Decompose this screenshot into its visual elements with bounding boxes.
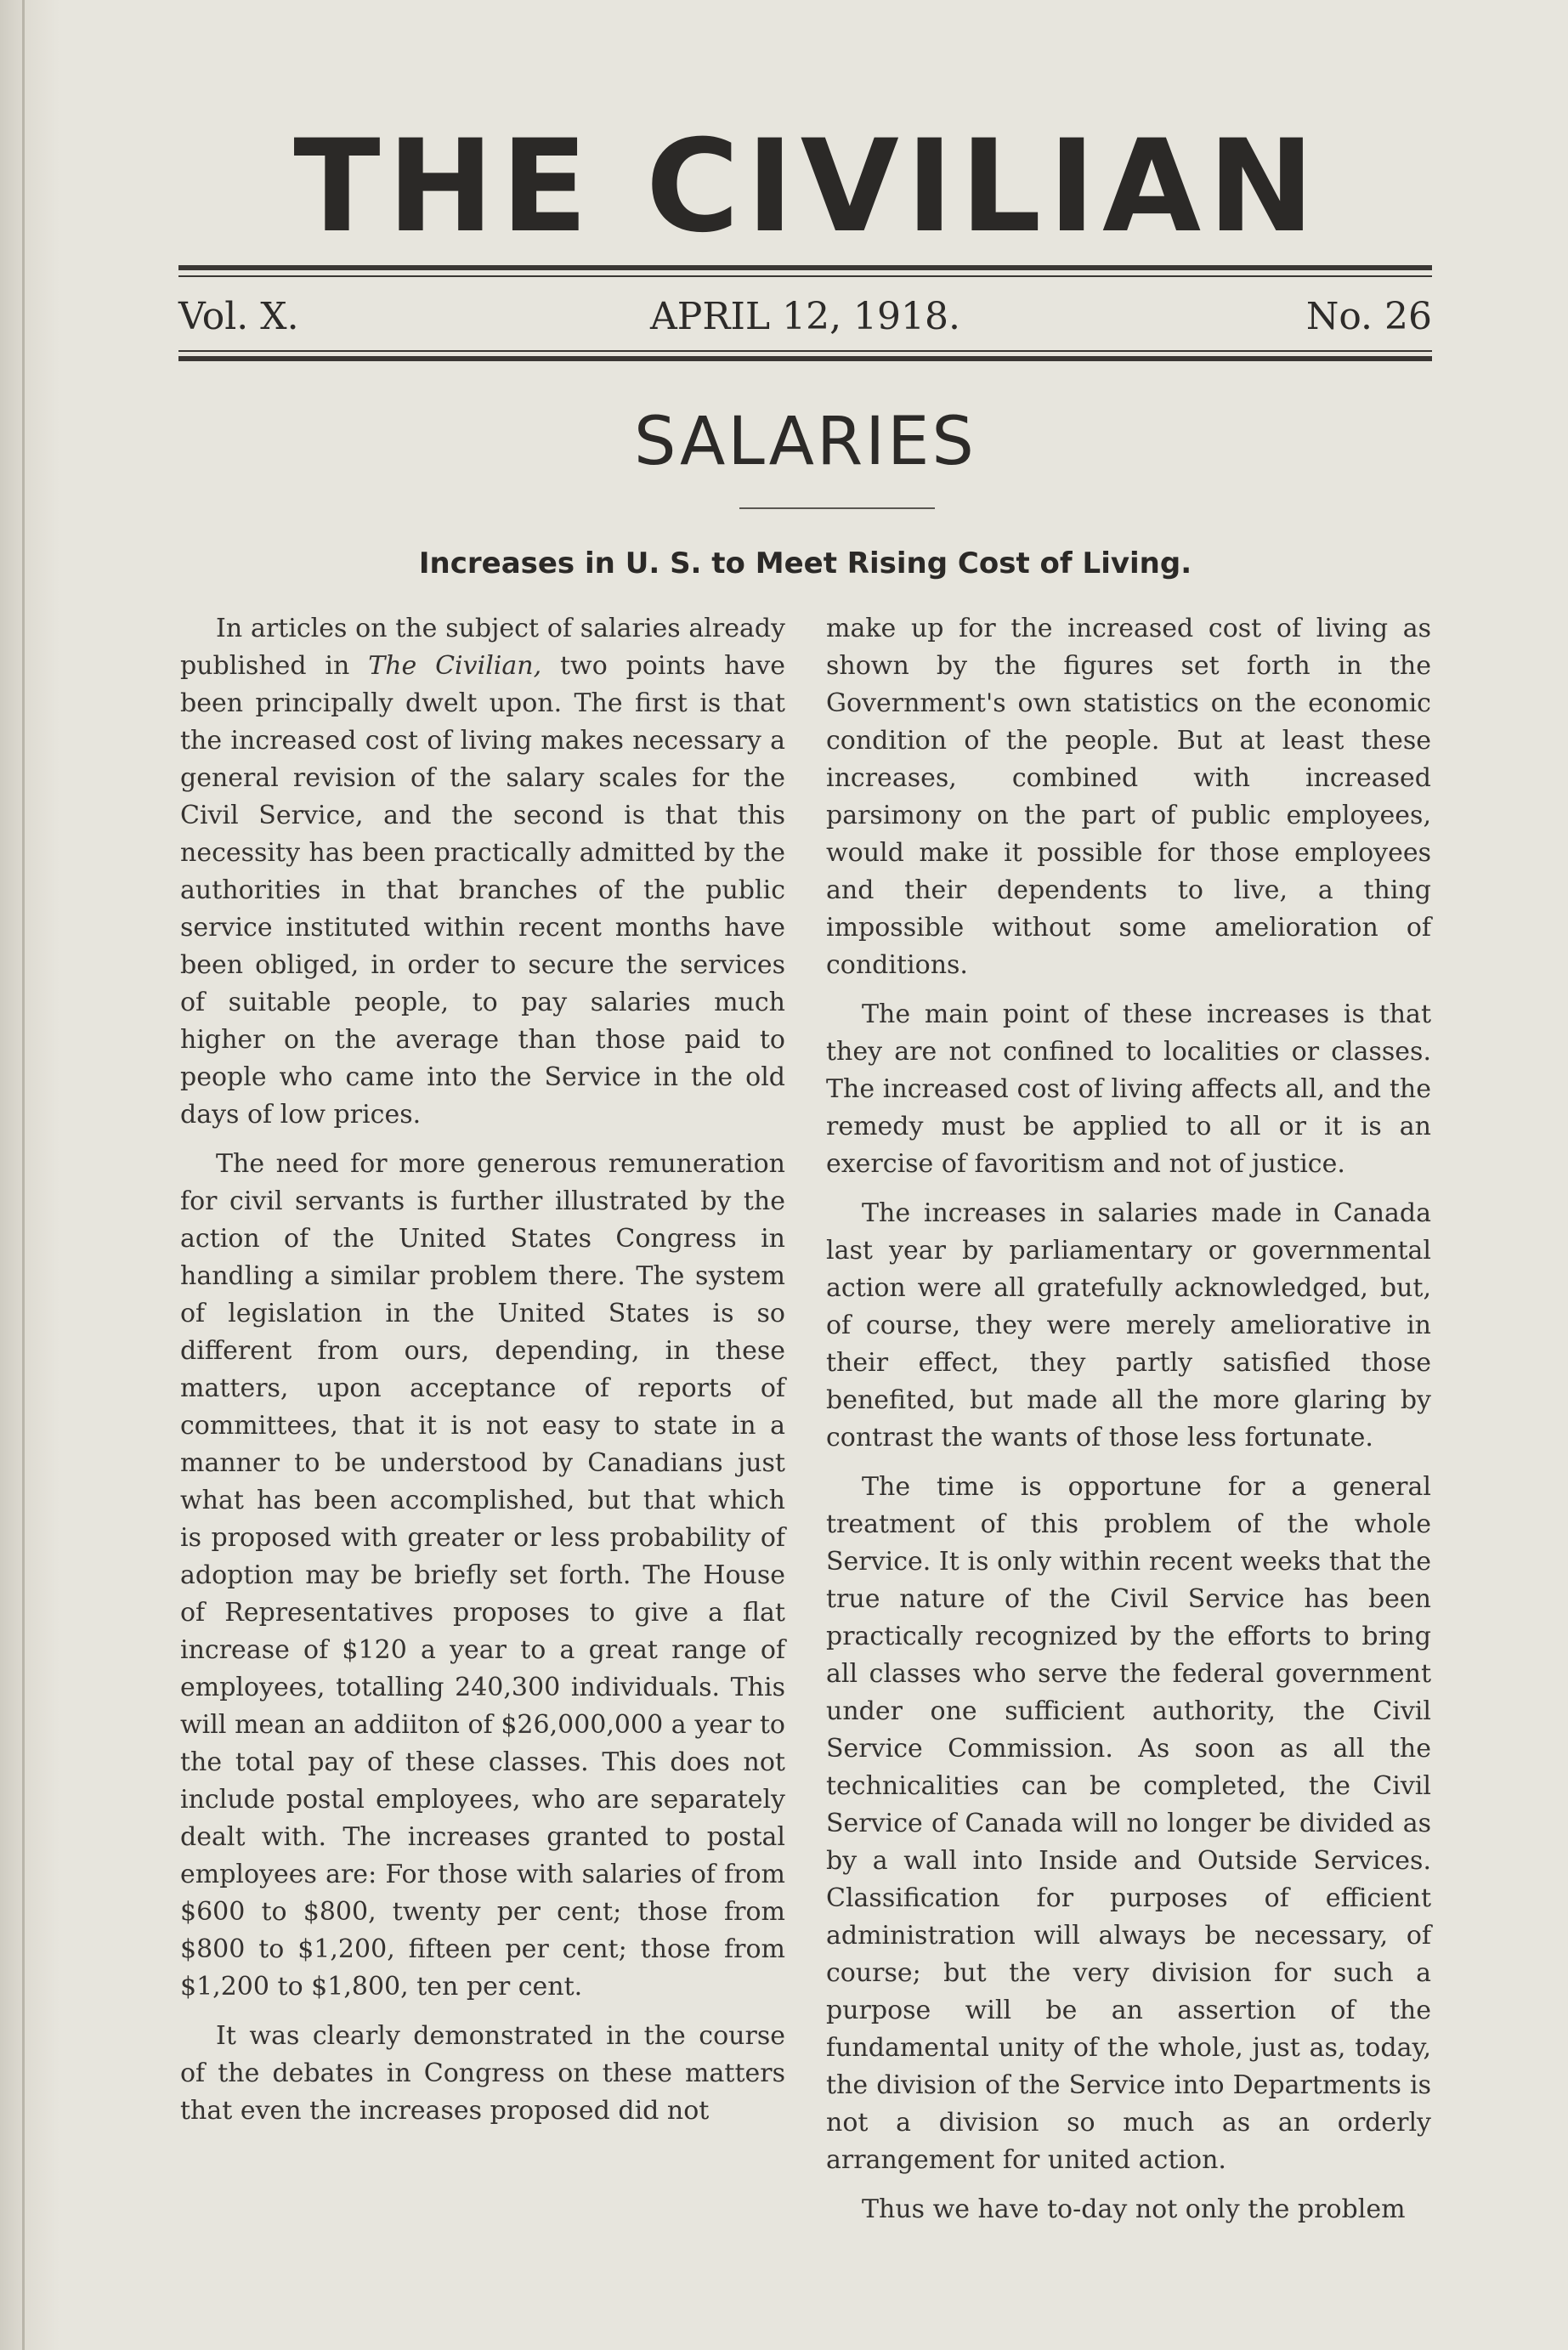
- article-subtitle: Increases in U. S. to Meet Rising Cost of Living.: [418, 546, 1192, 580]
- right-column: [826, 610, 1431, 2240]
- paragraph: It was clearly demonstrated in the course of the debates in Congress on these matters that even the increases proposed did not: [180, 2021, 785, 2126]
- paragraph: Thus we have to-day not only the problem: [862, 2194, 1406, 2224]
- masthead-rule-top-thin: [178, 275, 1432, 277]
- paragraph: The increases in salaries made in Canada last year by parliamentary or governmental action were all gratefully acknowledged, but, of course, they were merely ameliorative in their effect, they partly satisfied those benefited, but made all the more glaring by contrast the wants of those less fortunate.: [826, 1198, 1431, 1452]
- binding-edge: [22, 0, 25, 2350]
- paragraph: In articles on the subject of salaries already published in The Civilian, two points have been principally dwelt upon. The first is that the increased cost of living makes necessary a general revision of the salary scales for the Civil Service, and the second is that this necessity has been practically admitted by the authorities in that branches of the public service instituted within recent months have been obliged, in order to secure the services of suitable people, to pay salaries much higher on the average than those paid to people who came into the Service in the old days of low prices.: [180, 614, 785, 1130]
- masthead-rule-bottom: [178, 356, 1432, 361]
- issue-number: No. 26: [1305, 295, 1432, 338]
- volume-label: Vol. X.: [178, 295, 299, 338]
- publication-name: The Civilian,: [368, 651, 542, 681]
- issue-date: APRIL 12, 1918.: [649, 295, 961, 338]
- masthead-rule-top: [178, 265, 1432, 270]
- masthead-title: THE CIVILIAN: [293, 113, 1322, 261]
- paragraph: The time is opportune for a general treatment of this problem of the whole Service. It is only within recent weeks that the true nature of the Civil Service has been practically recognized by the efforts to bring all classes who serve the federal government under one sufficient authority, the Civil Service Commission. As soon as all the technicalities can be completed, the Civil Service of Canada will no longer be divided as by a wall into Inside and Outside Services. Classification for purposes of efficient administration will always be necessary, of course; but the very division for such a purpose will be an assertion of the fundamental unity of the whole, just as, today, the division of the Service into Departments is not a division so much as an orderly arrangement for united action.: [826, 1472, 1431, 2175]
- paragraph: The need for more generous remuneration for civil servants is further illustrated by the action of the United States Congress in handling a similar problem there. The system of legislation in the United States is so different from ours, depending, in these matters, upon acceptance of reports of committees, that it is not easy to state in a manner to be understood by Canadians just what has been accomplished, but that which is proposed with greater or less probability of adoption may be briefly set forth. The House of Representatives proposes to give a flat increase of $120 a year to a great range of employees, totalling 240,300 individuals. This will mean an addiiton of $26,000,000 a year to the total pay of these classes. This does not include postal employees, who are separately dealt with. The increases granted to postal employees are: For those with salaries of from $600 to $800, twenty per cent; those from $800 to $1,200, fifteen per cent; those from $1,200 to $1,800, ten per cent.: [180, 1149, 785, 2002]
- masthead-rule-bottom-thin: [178, 350, 1432, 352]
- paragraph: The main point of these increases is that they are not confined to localities or classes. The increased cost of living affects all, and the remedy must be applied to all or it is an exercise of favoritism and not of justice.: [826, 999, 1431, 1179]
- left-column: [180, 610, 785, 2142]
- title-divider: [739, 507, 935, 509]
- issue-line: [178, 289, 1432, 345]
- section-title: SALARIES: [634, 404, 976, 480]
- paragraph: make up for the increased cost of living as shown by the figures set forth in the Government's own statistics on the economic condition of the people. But at least these increases, combined with increased parsimony on the part of public employees, would make it possible for those employees and their dependents to live, a thing impossible without some amelioration of conditions.: [826, 614, 1431, 980]
